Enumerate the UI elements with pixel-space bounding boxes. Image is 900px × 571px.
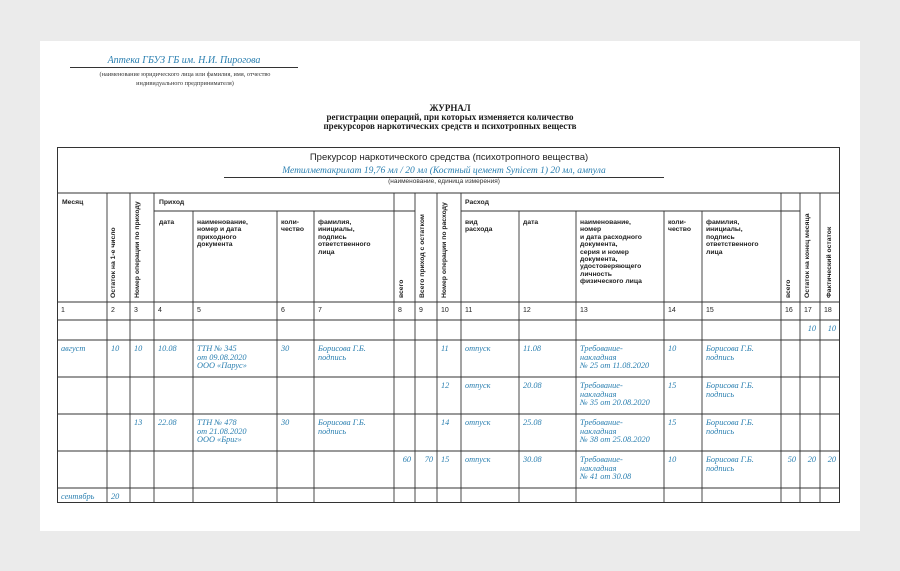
header-total-out: всего <box>785 279 792 298</box>
header-text-line: наименование, <box>197 219 248 226</box>
table-cell: 10 <box>807 324 816 333</box>
table-cell: 25.08 <box>523 418 542 427</box>
cell-line: ООО «Бриг» <box>197 435 242 445</box>
table-cell: 11.08 <box>523 344 542 353</box>
column-number: 10 <box>441 307 449 314</box>
cell-line: ООО «Парус» <box>197 361 247 371</box>
column-number: 4 <box>158 307 162 314</box>
table-cell: 30 <box>281 418 290 427</box>
cell-line: подпись <box>318 426 347 436</box>
table-cell: 11 <box>441 344 449 353</box>
header-in-date: дата <box>159 219 175 226</box>
header-op-out: Номер операции по расходу <box>441 202 448 298</box>
column-number: 15 <box>706 307 714 314</box>
cell-line: № 38 от 25.08.2020 <box>580 435 650 445</box>
column-number: 1 <box>61 307 65 314</box>
cell-line: № 35 от 20.08.2020 <box>580 398 650 408</box>
header-text-line: лица <box>706 248 723 256</box>
organization-name: Аптека ГБУЗ ГБ им. Н.И. Пирогова <box>70 55 298 68</box>
table-cell: 30 <box>281 344 290 353</box>
header-text-line: удостоверяющего <box>580 263 642 271</box>
table-cell: 10 <box>134 344 143 353</box>
header-text-line: приходного <box>197 233 237 241</box>
cell-line: Требование- <box>580 344 623 353</box>
header-text-line: подпись <box>706 233 735 241</box>
header-actual-balance: Фактический остаток <box>826 226 833 298</box>
column-number: 12 <box>523 307 531 314</box>
table-cell <box>318 419 366 436</box>
column-number: 5 <box>197 307 201 314</box>
column-number: 17 <box>804 307 812 314</box>
table-cell: 60 <box>402 455 411 464</box>
cell-line: от 21.08.2020 <box>197 426 247 436</box>
table-cell <box>706 382 754 399</box>
table-cell <box>706 456 754 473</box>
cell-line: Борисова Г.Б. <box>706 455 754 464</box>
header-text-line: подпись <box>318 233 347 241</box>
cell-line: накладная <box>580 463 617 473</box>
header-text-line: и дата расходного <box>580 233 642 241</box>
header-balance-first: Остаток на 1-е число <box>110 227 117 298</box>
table-cell: отпуск <box>465 344 491 353</box>
header-end-balance: Остаток на конец месяца <box>804 213 811 298</box>
cell-line: Борисова Г.Б. <box>318 344 366 353</box>
header-text-line: лица <box>318 248 335 256</box>
cell-line: накладная <box>580 426 617 436</box>
organization-caption-line: индивидуального предпринимателя) <box>136 80 234 87</box>
table-cell: 15 <box>441 455 450 464</box>
column-number: 18 <box>824 307 832 314</box>
header-text-line: коли- <box>281 219 300 226</box>
header-expense: Расход <box>465 199 489 206</box>
header-text-line: коли- <box>668 219 687 226</box>
header-text-line: инициалы, <box>706 226 743 234</box>
header-text-line: инициалы, <box>318 226 355 234</box>
table-cell: август <box>61 344 86 353</box>
journal-title: ЖУРНАЛ <box>429 103 471 113</box>
precursor-caption: (наименование, единица измерения) <box>388 178 500 185</box>
column-number: 8 <box>398 307 402 314</box>
table-cell: 22.08 <box>158 418 177 427</box>
table-cell: 12 <box>441 381 450 390</box>
table-cell: 10.08 <box>158 344 177 353</box>
header-text-line: номер и дата <box>197 226 242 234</box>
cell-line: накладная <box>580 389 617 399</box>
column-number: 16 <box>785 307 793 314</box>
table-cell <box>580 419 650 445</box>
table-cell <box>318 345 366 362</box>
table-cell <box>197 419 247 445</box>
table-cell: 30.08 <box>523 455 542 464</box>
cell-line: подпись <box>706 463 735 473</box>
table-cell: 14 <box>441 418 450 427</box>
cell-line: подпись <box>318 352 347 362</box>
cell-line: Требование- <box>580 381 623 390</box>
header-text-line: номер <box>580 226 602 234</box>
table-cell <box>580 456 631 482</box>
header-month: Месяц <box>62 199 84 206</box>
table-cell: 13 <box>134 418 143 427</box>
cell-line: ТТН № 345 <box>197 344 237 353</box>
header-text-line: фамилия, <box>318 219 352 226</box>
table-cell: 20 <box>807 455 816 464</box>
header-text-line: ответственного <box>318 241 371 249</box>
cell-line: от 09.08.2020 <box>197 352 247 362</box>
organization-caption-line: (наименование юридического лица или фамилия, имя, отчество <box>99 71 271 78</box>
cell-line: Борисова Г.Б. <box>706 418 754 427</box>
table-cell <box>197 345 247 371</box>
header-text-line: чество <box>281 226 304 234</box>
cell-line: Требование- <box>580 418 623 427</box>
header-text-line: наименование, <box>580 219 631 226</box>
header-text-line: документа, <box>580 256 618 264</box>
column-number: 13 <box>580 307 588 314</box>
cell-line: подпись <box>706 389 735 399</box>
table-cell: 70 <box>424 455 433 464</box>
header-in-doc <box>197 219 248 249</box>
header-in-person <box>318 219 371 256</box>
cell-line: № 41 от 30.08 <box>580 472 632 482</box>
table-cell: 10 <box>827 324 836 333</box>
journal-title-line: прекурсоров наркотических средств и психотропных веществ <box>323 121 577 131</box>
header-in-qty <box>281 219 304 234</box>
header-out-doc <box>580 219 642 286</box>
table-cell: 10 <box>668 455 677 464</box>
header-total: всего <box>398 279 405 298</box>
column-number: 9 <box>419 307 423 314</box>
column-number: 7 <box>318 307 322 314</box>
table-cell: 15 <box>668 381 677 390</box>
header-text-line: физического лица <box>580 278 642 286</box>
header-text-line: ответственного <box>706 241 759 249</box>
journal-title-line: регистрации операций, при которых изменяется количество <box>326 112 574 122</box>
header-text-line: документа, <box>580 241 618 249</box>
header-text-line: фамилия, <box>706 219 740 226</box>
cell-line: подпись <box>706 352 735 362</box>
table-cell: 15 <box>668 418 677 427</box>
table-cell: 20.08 <box>523 381 542 390</box>
cell-line: Борисова Г.Б. <box>318 418 366 427</box>
header-text-line: личность <box>580 270 612 278</box>
header-out-person <box>706 219 759 256</box>
table-cell: отпуск <box>465 455 491 464</box>
header-text-line: чество <box>668 226 691 234</box>
cell-line: накладная <box>580 352 617 362</box>
cell-line: № 25 от 11.08.2020 <box>580 361 650 371</box>
table-cell <box>580 345 649 371</box>
table-cell <box>580 382 650 408</box>
table-cell <box>706 345 754 362</box>
table-cell: 20 <box>111 492 120 501</box>
column-number: 6 <box>281 307 285 314</box>
header-text-line: вид <box>465 219 478 226</box>
cell-line: подпись <box>706 426 735 436</box>
precursor-name: Метилметакрилат 19,76 мл / 20 мл (Костный цемент Synicem 1) 20 мл, ампула <box>224 166 664 178</box>
table-cell: 10 <box>668 344 677 353</box>
table-cell <box>706 419 754 436</box>
header-out-kind <box>465 219 492 234</box>
column-number: 11 <box>465 307 473 314</box>
cell-line: Борисова Г.Б. <box>706 381 754 390</box>
header-income: Приход <box>159 199 185 206</box>
cell-line: Борисова Г.Б. <box>706 344 754 353</box>
precursor-label: Прекурсор наркотического средства (психотропного вещества) <box>309 152 589 163</box>
table-cell: 20 <box>827 455 836 464</box>
header-text-line: документа <box>197 241 233 249</box>
column-number: 3 <box>134 307 138 314</box>
table-cell: сентябрь <box>61 492 95 501</box>
header-out-date: дата <box>523 219 539 226</box>
header-text-line: серия и номер <box>580 248 629 256</box>
header-op-in: Номер операции по приходу <box>134 201 141 298</box>
cell-line: Требование- <box>580 455 623 464</box>
table-cell: 10 <box>111 344 120 353</box>
column-number: 14 <box>668 307 676 314</box>
table-cell: отпуск <box>465 381 491 390</box>
header-text-line: расхода <box>465 226 493 234</box>
header-total-in-balance: Всего приход с остатком <box>419 214 426 298</box>
table-cell: отпуск <box>465 418 491 427</box>
table-cell: 50 <box>787 455 796 464</box>
cell-line: ТТН № 478 <box>197 418 237 427</box>
header-out-qty <box>668 219 691 234</box>
column-number: 2 <box>111 307 115 314</box>
